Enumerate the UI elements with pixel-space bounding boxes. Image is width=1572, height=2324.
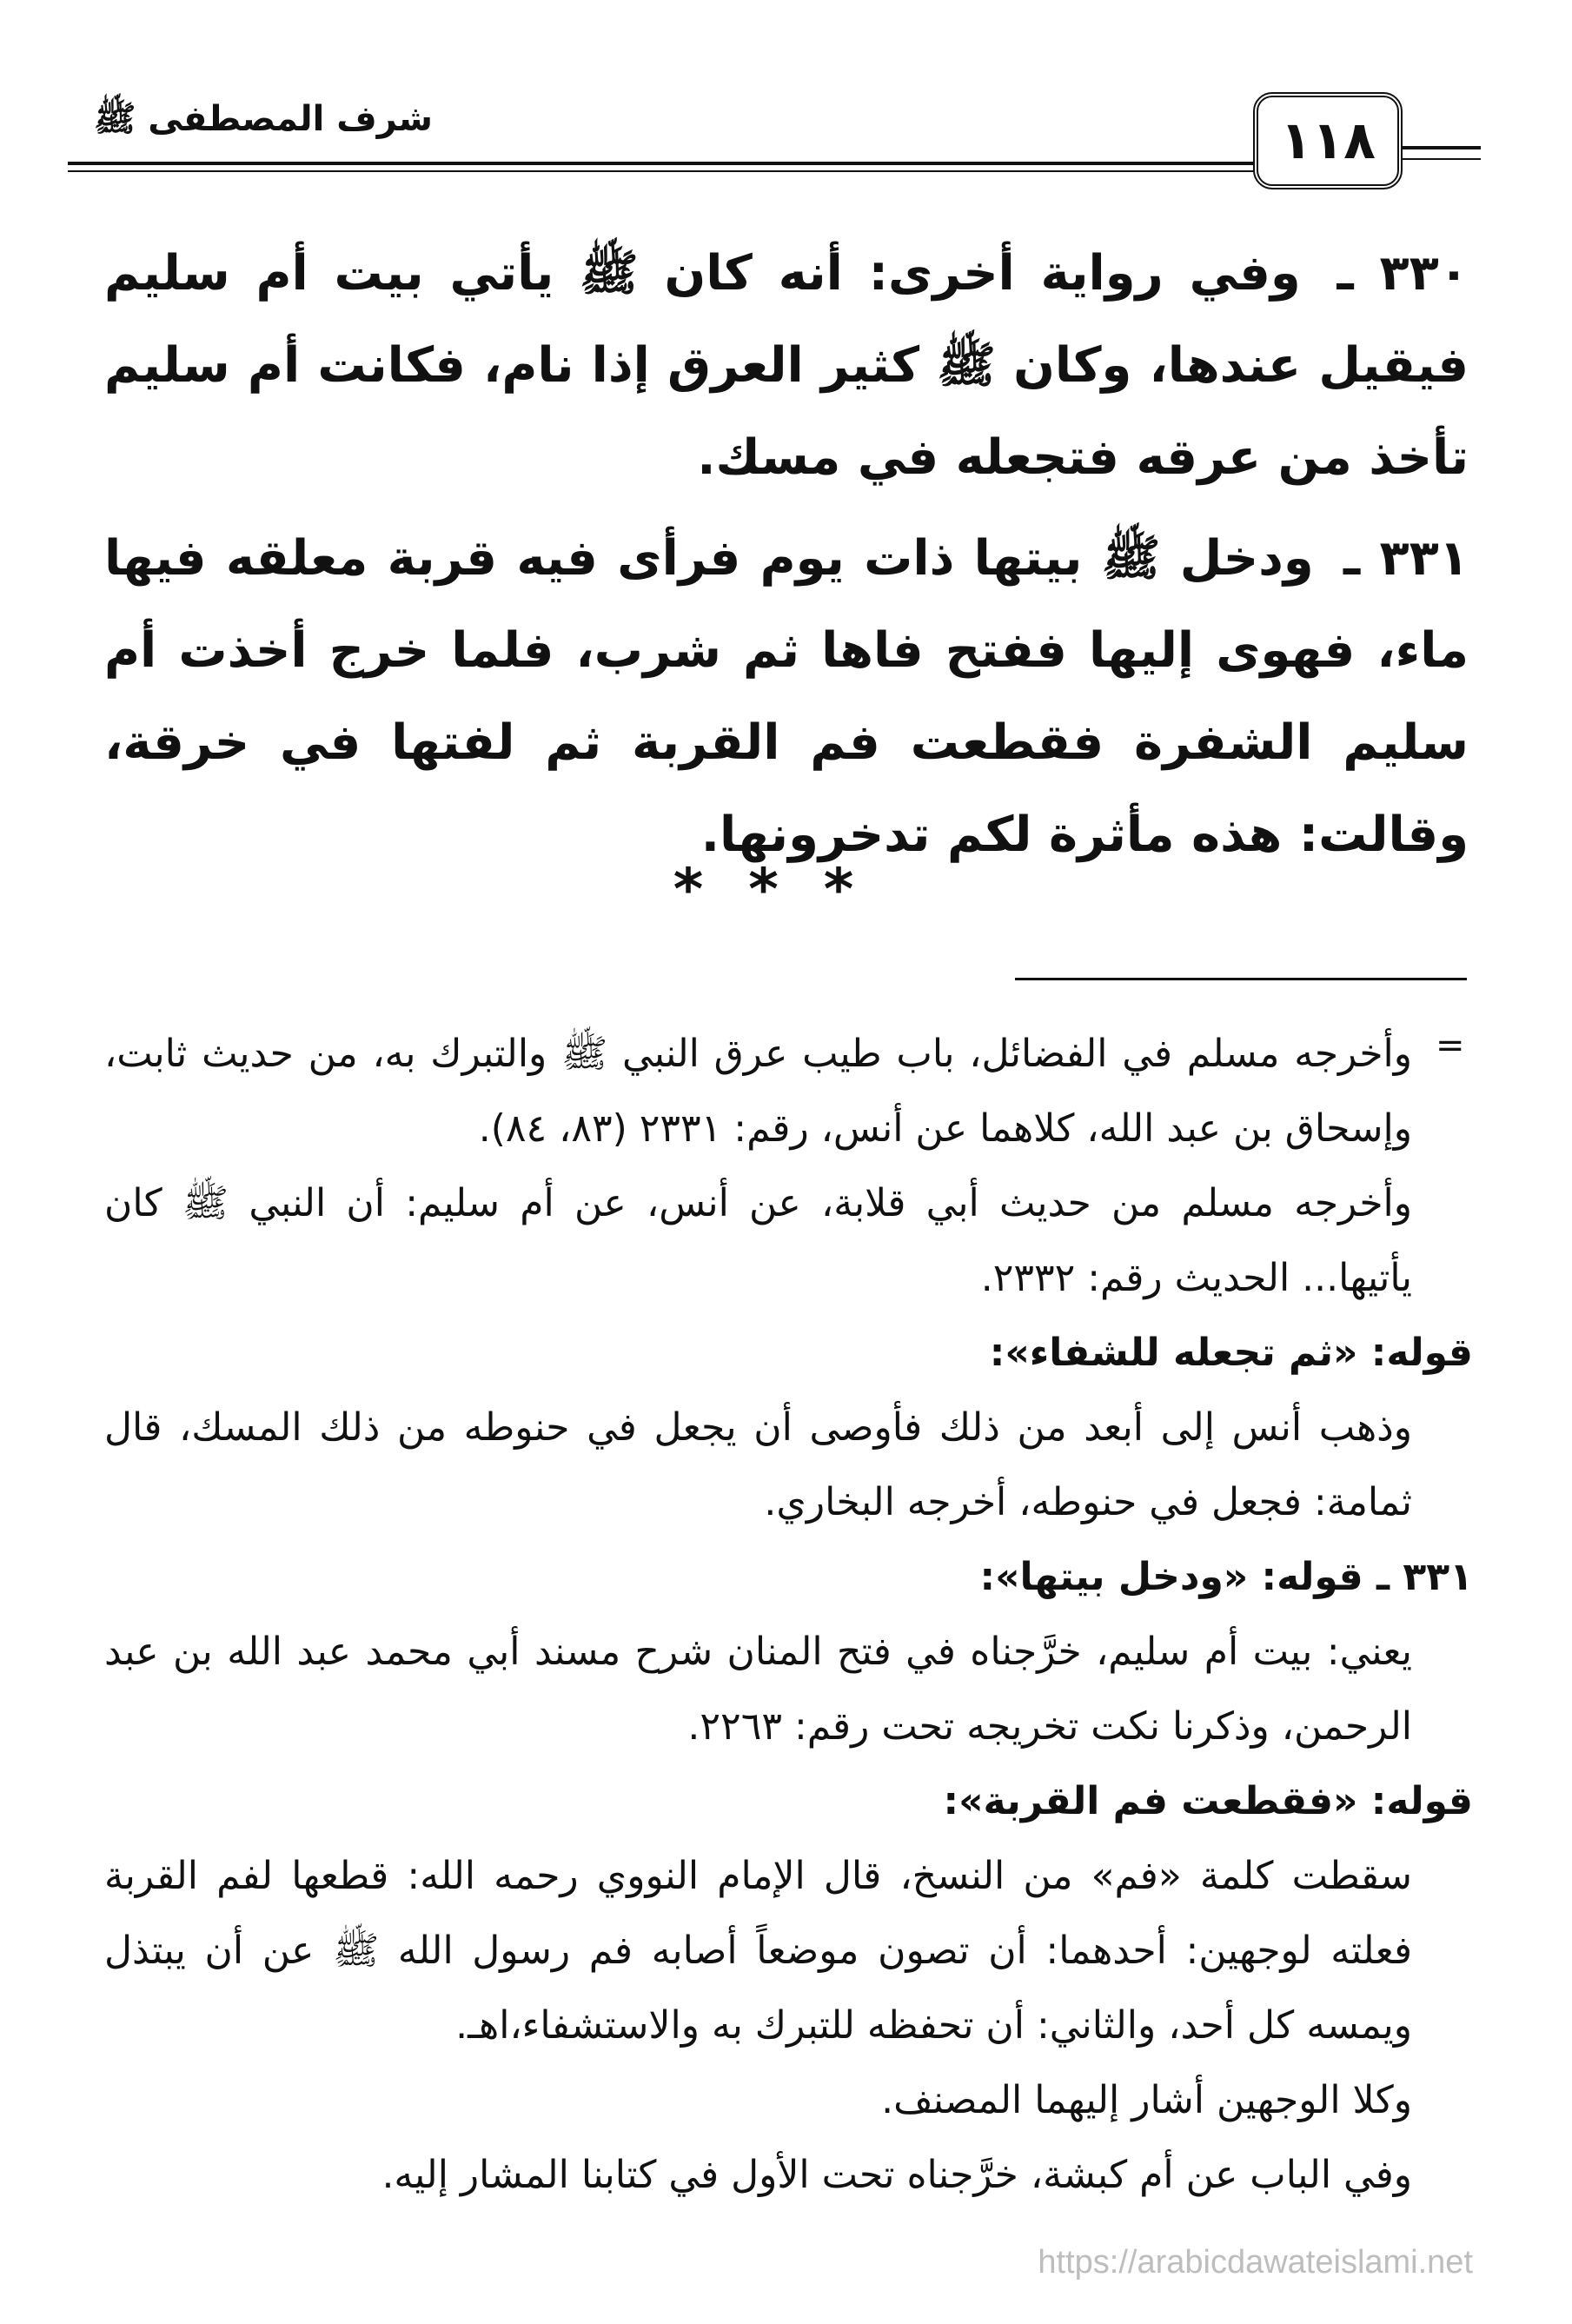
footnote-text-3c: وفي الباب عن أم كبشة، خرَّجناه تحت الأول في كتابنا المشار إليه.: [381, 2153, 1412, 2197]
footnote-muslim-2: وأخرجه مسلم من حديث أبي قلابة، عن أنس، عن أم سليم: أن النبي ﷺ كان يأتيها... الحديث رقم: ٢٣٣٢.: [104, 1181, 1412, 1300]
book-title: شرف المصطفى ﷺ: [93, 99, 433, 139]
footnote-text-3b: وكلا الوجهين أشار إليهما المصنف.: [881, 2078, 1412, 2122]
footnote-lead-1: قوله: «ثم تجعله للشفاء»:: [989, 1331, 1473, 1375]
paragraph-number: ٣٣٠ ـ: [1337, 245, 1469, 302]
watermark-url: https://arabicdawateislami.net: [1038, 2244, 1473, 2281]
header-rule-right: [1401, 146, 1481, 149]
footnote-text-3: سقطت كلمة «فم» من النسخ، قال الإمام النووي رحمه الله: قطعها لفم القربة فعلته لوجهين: أحدهما: أن تصون موضعاً أصابه فم رسول الله ﷺ عن أن يبتذل ويمسه كل أحد، والثاني: أن تحفظه للتبرك به والاستشفاء،اهـ.: [104, 1854, 1412, 2048]
paragraph-text: وفي رواية أخرى: أنه كان ﷺ يأتي بيت أم سليم فيقيل عندها، وكان ﷺ كثير العرق إذا نام، فكانت أم سليم تأخذ من عرقه فتجعله في مسك.: [104, 245, 1469, 486]
footnote-rule: [1015, 978, 1467, 980]
page-number: ١١٨: [1253, 92, 1403, 189]
footnotes: [104, 1017, 1473, 2213]
header-rule-left: [68, 162, 1257, 165]
footnote-text-1: وذهب أنس إلى أبعد من ذلك فأوصى أن يجعل في حنوطه من ذلك المسك، قال ثمامة: فجعل في حنوطه، أخرجه البخاري.: [104, 1405, 1412, 1524]
paragraph-331: [104, 513, 1469, 881]
page-header: [0, 0, 1572, 200]
footnote-text-2: يعني: بيت أم سليم، خرَّجناه في فتح المنان شرح مسند أبي محمد عبد الله بن عبد الرحمن، وذكرنا نكت تخريجه تحت رقم: ٢٢٦٣.: [104, 1630, 1412, 1749]
header-rule-left-thin: [68, 170, 1257, 172]
continuation-mark: =: [1436, 1026, 1465, 1066]
footnote-muslim-1: وأخرجه مسلم في الفضائل، باب طيب عرق النبي ﷺ والتبرك به، من حديث ثابت، وإسحاق بن عبد الله، كلاهما عن أنس، رقم: ٢٣٣١ (٨٣، ٨٤).: [104, 1032, 1412, 1151]
footnote-lead-3: قوله: «فقطعت فم القربة»:: [943, 1779, 1473, 1823]
paragraph-330: [104, 228, 1469, 504]
paragraph-number: ٣٣١ ـ: [1343, 530, 1469, 587]
footnote-lead-2: ٣٣١ ـ قوله: «ودخل بيتها»:: [979, 1555, 1473, 1599]
section-separator: ***: [673, 856, 899, 923]
header-rule-right-lower: [1401, 158, 1481, 160]
paragraph-text: ودخل ﷺ بيتها ذات يوم فرأى فيه قربة معلقه فيها ماء، فهوى إليها ففتح فاها ثم شرب، فلما خرج أخذت أم سليم الشفرة فقطعت فم القربة ثم لفتها في خرقة، وقالت: هذه مأثرة لكم تدخرونها.: [104, 530, 1469, 863]
